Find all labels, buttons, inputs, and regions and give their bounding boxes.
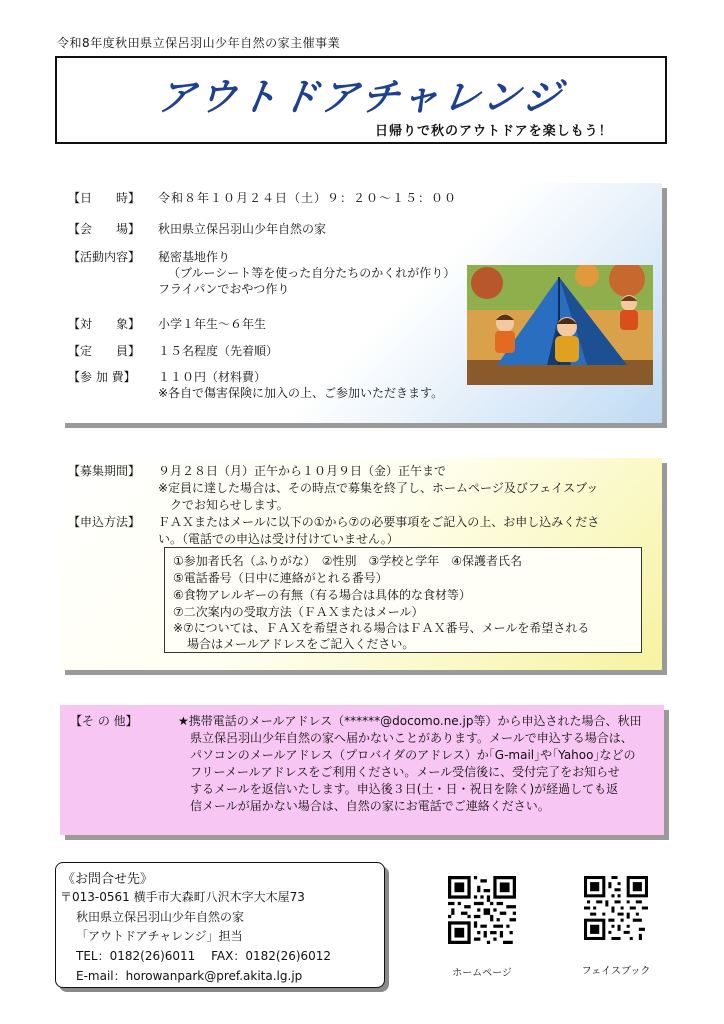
application-box	[60, 458, 662, 670]
organizer-text: 令和8年度秋田県立保呂羽山少年自然の家主催事業	[57, 36, 341, 50]
method-line1: ＦＡＸまたはメールに以下の①から⑦の必要事項をご記入の上、お申し込みくださ	[158, 515, 600, 529]
event-details-box	[60, 183, 662, 423]
date-label: 【日 時】	[68, 191, 141, 205]
homepage-qr-group	[448, 876, 522, 979]
contact-person: 「アウトドアチャレンジ」担当	[76, 929, 243, 943]
period-value: ９月２８日（月）正午から１０月９日（金）正午まで	[158, 464, 447, 478]
method-line2: い。（電話での申込は受け付けていません。）	[158, 532, 399, 546]
contact-email[interactable]: E-mail：horowanpark@pref.akita.lg.jp	[76, 969, 303, 983]
tent-kids-illustration	[467, 265, 653, 385]
required-item: ⑦二次案内の受取方法（ＦＡＸまたはメール）	[173, 605, 424, 619]
required-items-box	[164, 547, 642, 653]
activity-line2: （ブルーシート等を使った自分たちのかくれが作り）	[168, 266, 456, 280]
other-line: パソコンのメールアドレス（プロバイダのアドレス）か｢G-mail｣や｢Yahoo｣などの	[190, 748, 636, 762]
fee-label: 【参 加 費】	[68, 370, 136, 384]
period-label: 【募集期間】	[68, 464, 141, 478]
facebook-qr-code[interactable]	[584, 876, 648, 940]
contact-org: 秋田県立保呂羽山少年自然の家	[76, 910, 245, 924]
other-line: 県立保呂羽山少年自然の家へ届かないことがあります。メールで申込する場合は、	[190, 731, 633, 745]
capacity-value: １５名程度（先着順）	[158, 344, 279, 358]
page-title: アウトドアチャレンジ	[154, 75, 567, 119]
place-value: 秋田県立保呂羽山少年自然の家	[158, 222, 327, 236]
period-note-line1: ※定員に達した場合は、その時点で募集を終了し、ホームページ及びフェイスブッ	[158, 481, 599, 495]
activity-line1: 秘密基地作り	[158, 250, 231, 264]
required-item: ⑤電話番号（日中に連絡がとれる番号）	[173, 571, 388, 585]
required-item-note: 場合はメールアドレスをご記入ください。	[187, 637, 415, 651]
target-label: 【対 象】	[68, 317, 141, 331]
other-line: 信メールが届かない場合は、自然の家にお電話でご連絡ください。	[190, 799, 550, 813]
required-item: ⑥食物アレルギーの有無（有る場合は具体的な食材等）	[173, 588, 471, 602]
other-line: するメールを返信いたします。申込後３日(土・日・祝日を除く)が経過しても返	[190, 782, 619, 796]
fee-value: １１０円（材料費）	[158, 370, 267, 384]
required-item-note: ※⑦については、ＦＡＸを希望される場合はＦＡＸ番号、メールを希望される	[173, 621, 590, 635]
facebook-qr-group	[581, 876, 656, 977]
contact-heading: 《お問合せ先》	[62, 872, 154, 887]
method-label: 【申込方法】	[68, 515, 141, 529]
contact-address: 〒013-0561 横手市大森町八沢木字大木屋73	[60, 890, 305, 904]
activity-line3: フライパンでおやつ作り	[158, 282, 290, 296]
contact-box	[55, 862, 385, 988]
facebook-label: フェイスブック	[581, 966, 651, 977]
other-label: 【そ の 他】	[70, 714, 138, 728]
fee-note: ※各自で傷害保険に加入の上、ご参加いただきます。	[158, 386, 444, 400]
place-label: 【会 場】	[68, 222, 141, 236]
homepage-qr-code[interactable]	[448, 876, 516, 944]
other-line: ★携帯電話のメールアドレス（******@docomo.ne.jp等）から申込された場合、秋田	[178, 714, 642, 728]
other-notes-box	[60, 705, 664, 835]
contact-phone: TEL：0182(26)6011 FAX：0182(26)6012	[76, 949, 332, 963]
activity-label: 【活動内容】	[68, 250, 141, 264]
title-box	[55, 56, 667, 144]
page-subtitle: 日帰りで秋のアウトドアを楽しもう！	[375, 124, 613, 139]
target-value: 小学１年生～６年生	[158, 317, 267, 331]
capacity-label: 【定 員】	[68, 344, 141, 358]
period-note-line2: クでお知らせします。	[170, 498, 289, 512]
date-value: 令和８年１０月２４日（土）９：２０～１５：００	[158, 191, 458, 205]
required-item: ①参加者氏名（ふりがな） ②性別 ③学校と学年 ④保護者氏名	[173, 554, 523, 568]
other-line: フリーメールアドレスをご利用ください。メール受信後に、受付完了をお知らせ	[190, 765, 620, 779]
homepage-label: ホームページ	[452, 968, 512, 979]
